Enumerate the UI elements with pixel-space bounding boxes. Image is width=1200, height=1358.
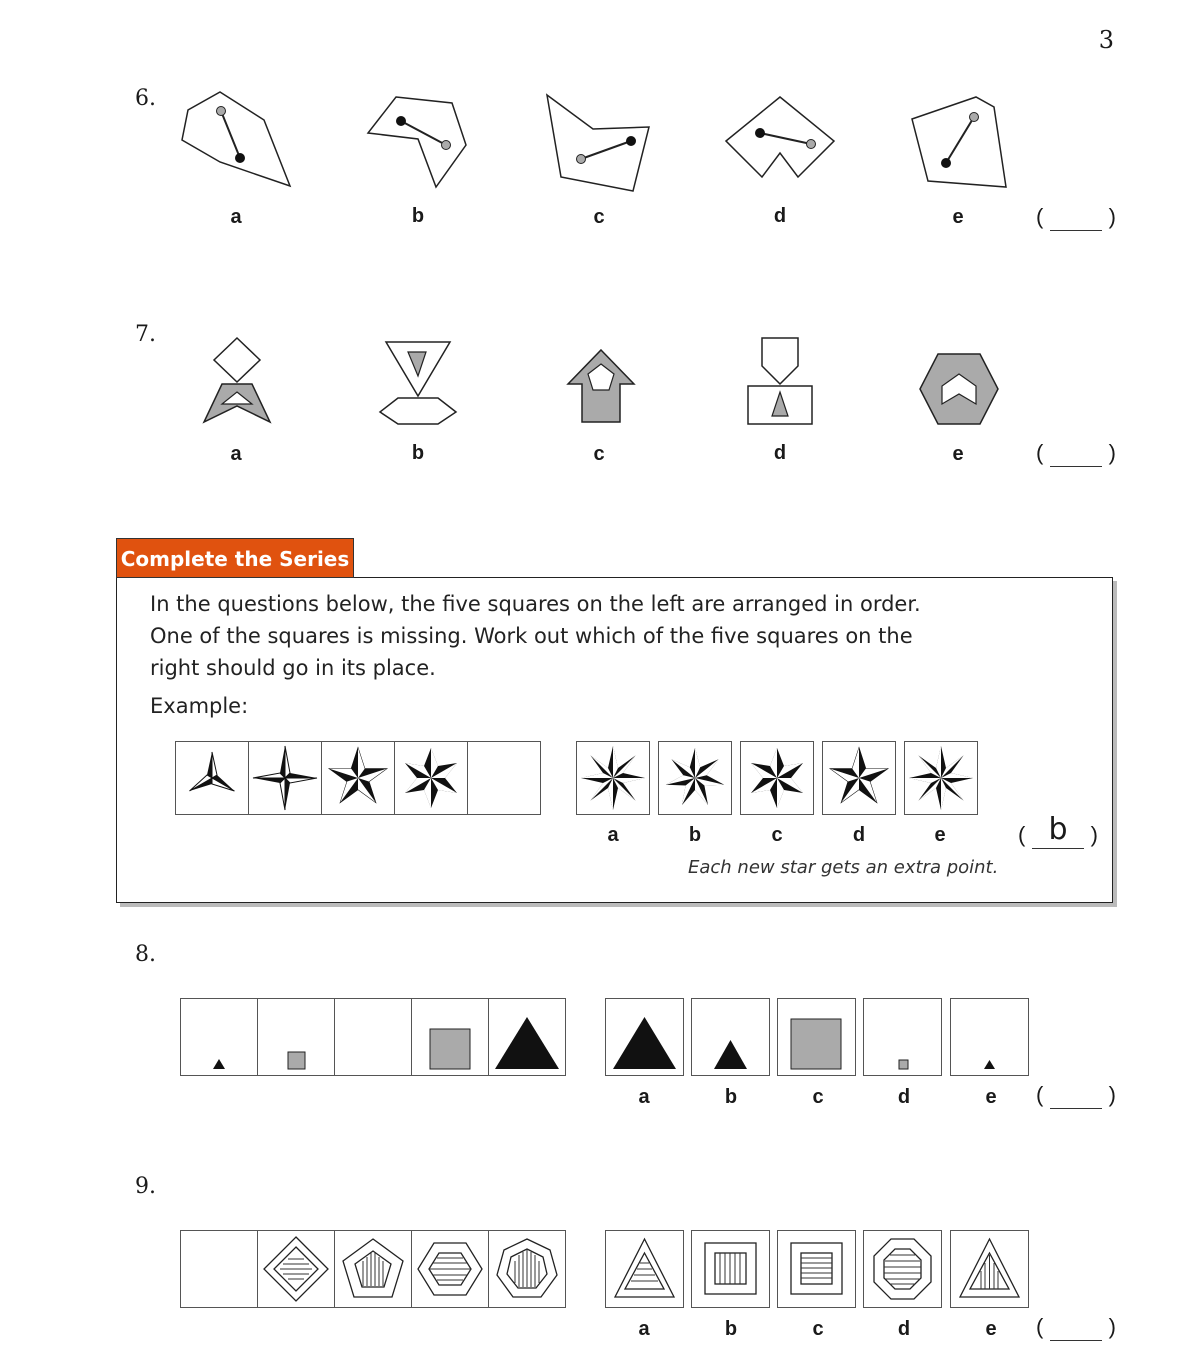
close-paren: ): [1090, 822, 1098, 847]
q6-shape-b[interactable]: [366, 95, 470, 190]
q9-seq-square-3: [334, 1230, 412, 1308]
answer-line: [1050, 466, 1102, 467]
q8-seq-missing-square: [334, 998, 412, 1076]
question-8-number: 8.: [135, 942, 156, 967]
open-paren: (: [1036, 440, 1044, 465]
q8-option-c[interactable]: c: [812, 1086, 824, 1108]
q6-answer-blank[interactable]: [1036, 204, 1116, 234]
q9-option-d-square[interactable]: [863, 1230, 942, 1308]
q6-option-a[interactable]: a: [230, 206, 242, 228]
q9-sequence: [180, 1230, 567, 1308]
q9-option-a-square[interactable]: [605, 1230, 684, 1308]
q9-option-b-square[interactable]: [691, 1230, 770, 1308]
answer-line: [1050, 230, 1102, 231]
q8-option-e[interactable]: e: [985, 1086, 997, 1108]
example-option-b-square[interactable]: [658, 741, 732, 815]
q6-shape-e[interactable]: [910, 95, 1008, 191]
q7-option-e[interactable]: e: [952, 443, 964, 465]
q7-shape-d[interactable]: [746, 336, 814, 426]
q8-option-e-square[interactable]: [950, 998, 1029, 1076]
example-option-a-square[interactable]: [576, 741, 650, 815]
open-paren: (: [1036, 1314, 1044, 1339]
q8-seq-square-4: [411, 998, 489, 1076]
q9-answer-blank[interactable]: [1036, 1314, 1116, 1344]
instruction-line-3: right should go in its place.: [150, 656, 436, 680]
q8-option-a-square[interactable]: [605, 998, 684, 1076]
q7-shape-e[interactable]: [918, 352, 1000, 426]
section-title: Complete the Series: [116, 538, 354, 578]
example-option-b[interactable]: b: [688, 824, 702, 846]
q8-sequence: [180, 998, 567, 1076]
page-number: 3: [1098, 26, 1114, 54]
q8-seq-square-1: [180, 998, 258, 1076]
q6-option-c[interactable]: c: [593, 206, 605, 228]
example-option-d[interactable]: d: [852, 824, 866, 846]
q9-option-d[interactable]: d: [897, 1318, 911, 1340]
question-7-number: 7.: [135, 322, 156, 347]
example-seq-square-1: [175, 741, 249, 815]
q9-option-c[interactable]: c: [812, 1318, 824, 1340]
q9-option-b[interactable]: b: [724, 1318, 738, 1340]
open-paren: (: [1036, 204, 1044, 229]
example-label: Example:: [150, 694, 249, 718]
close-paren: ): [1108, 440, 1116, 465]
question-9-number: 9.: [135, 1174, 156, 1199]
example-sequence: [175, 741, 541, 815]
q7-option-d[interactable]: d: [773, 442, 787, 464]
q7-shape-b[interactable]: [378, 340, 458, 426]
example-note: Each new star gets an extra point.: [688, 857, 999, 878]
example-answer: b: [1048, 812, 1068, 847]
example-seq-square-2: [248, 741, 322, 815]
example-option-c[interactable]: c: [771, 824, 783, 846]
answer-line: [1032, 848, 1084, 849]
q8-option-d-square[interactable]: [863, 998, 942, 1076]
example-option-e[interactable]: e: [934, 824, 946, 846]
q6-option-e[interactable]: e: [952, 206, 964, 228]
answer-line: [1050, 1340, 1102, 1341]
q8-option-a[interactable]: a: [638, 1086, 650, 1108]
q9-option-a[interactable]: a: [638, 1318, 650, 1340]
close-paren: ): [1108, 1082, 1116, 1107]
q7-answer-blank[interactable]: [1036, 440, 1116, 470]
q7-shape-c[interactable]: [566, 348, 636, 424]
q6-shape-a[interactable]: [180, 90, 292, 190]
instruction-line-1: In the questions below, the five squares on the left are arranged in order.: [150, 592, 921, 616]
q9-options: [605, 1230, 1029, 1308]
q6-shape-c[interactable]: [545, 93, 653, 193]
open-paren: (: [1036, 1082, 1044, 1107]
example-option-c-square[interactable]: [740, 741, 814, 815]
q8-option-c-square[interactable]: [777, 998, 856, 1076]
close-paren: ): [1108, 204, 1116, 229]
q8-seq-square-2: [257, 998, 335, 1076]
open-paren: (: [1018, 822, 1026, 847]
answer-line: [1050, 1108, 1102, 1109]
close-paren: ): [1108, 1314, 1116, 1339]
question-6-number: 6.: [135, 86, 156, 111]
q8-option-b[interactable]: b: [724, 1086, 738, 1108]
q8-option-d[interactable]: d: [897, 1086, 911, 1108]
example-option-e-square[interactable]: [904, 741, 978, 815]
q7-option-a[interactable]: a: [230, 443, 242, 465]
q7-option-b[interactable]: b: [411, 442, 425, 464]
q6-shape-d[interactable]: [724, 95, 836, 179]
q9-seq-square-4: [411, 1230, 489, 1308]
q7-shape-a[interactable]: [200, 336, 274, 426]
q8-answer-blank[interactable]: [1036, 1082, 1116, 1112]
example-option-d-square[interactable]: [822, 741, 896, 815]
q9-seq-missing-square: [180, 1230, 258, 1308]
q9-seq-square-5: [488, 1230, 566, 1308]
q8-seq-square-5: [488, 998, 566, 1076]
example-answer-blank[interactable]: [1018, 812, 1098, 852]
q9-option-e[interactable]: e: [985, 1318, 997, 1340]
q6-option-b[interactable]: b: [411, 205, 425, 227]
q7-option-c[interactable]: c: [593, 443, 605, 465]
q6-option-d[interactable]: d: [773, 205, 787, 227]
q9-seq-square-2: [257, 1230, 335, 1308]
example-seq-missing-square: [467, 741, 541, 815]
example-seq-square-4: [394, 741, 468, 815]
example-options: [576, 741, 978, 815]
q9-option-c-square[interactable]: [777, 1230, 856, 1308]
q8-option-b-square[interactable]: [691, 998, 770, 1076]
example-seq-square-3: [321, 741, 395, 815]
instruction-line-2: One of the squares is missing. Work out which of the five squares on the: [150, 624, 913, 648]
q9-option-e-square[interactable]: [950, 1230, 1029, 1308]
example-option-a[interactable]: a: [607, 824, 619, 846]
q8-options: [605, 998, 1029, 1076]
